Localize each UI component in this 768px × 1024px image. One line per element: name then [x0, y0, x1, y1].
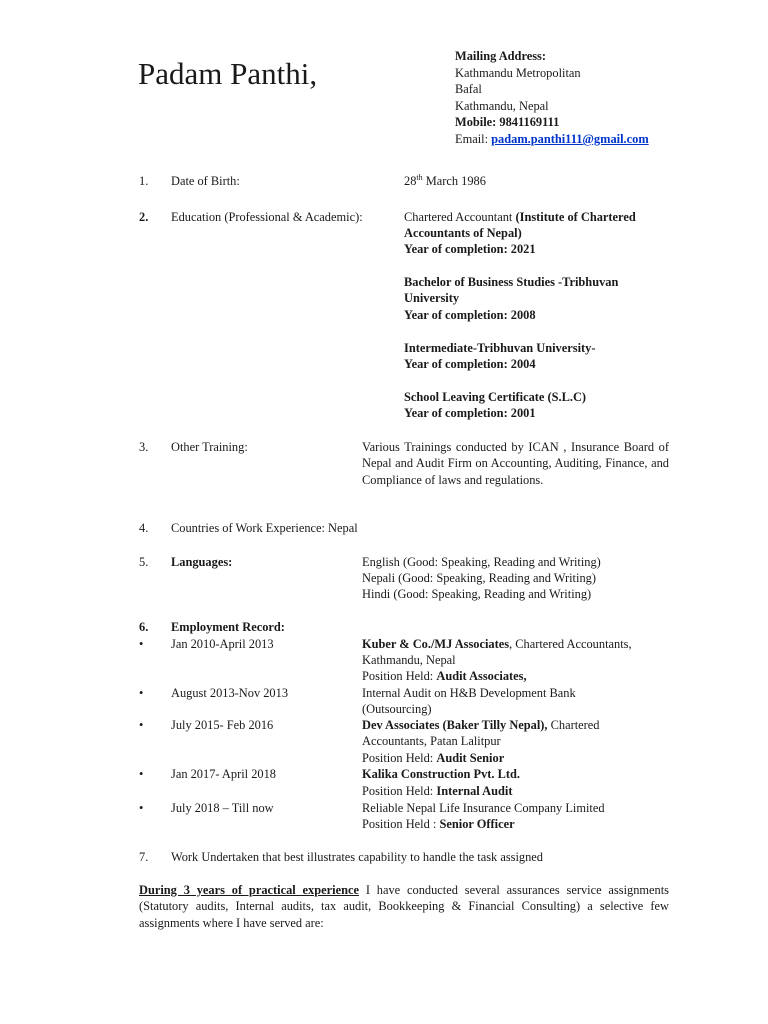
employment-line: Reliable Nepal Life Insurance Company Limited — [362, 801, 605, 815]
address-line: Kathmandu Metropolitan — [455, 65, 581, 80]
section-number: 7. — [139, 850, 149, 864]
work-text: Work Undertaken that best illustrates capability to handle the task assigned — [171, 850, 543, 864]
section-number: 1. — [139, 174, 149, 188]
section-number: 3. — [139, 440, 149, 454]
employment-firm-line: Kuber & Co./MJ Associates, Chartered Accountants, — [362, 637, 632, 651]
employment-position: Position Held: Audit Senior — [362, 751, 505, 765]
edu-bbs-line1: Bachelor of Business Studies -Tribhuvan — [404, 275, 619, 289]
candidate-name: Padam Panthi, — [138, 56, 318, 91]
address-line: Kathmandu, Nepal — [455, 98, 549, 113]
languages-label: Languages: — [171, 555, 233, 569]
employment-line: Accountants, Patan Lalitpur — [362, 734, 501, 748]
mailing-address-title: Mailing Address: — [455, 49, 546, 63]
employment-period: July 2015- Feb 2016 — [171, 718, 274, 732]
section-number: 4. — [139, 521, 149, 535]
edu-ca-line1: Chartered Accountant (Institute of Chartered — [404, 210, 636, 224]
bullet: • — [139, 637, 144, 651]
bullet: • — [139, 801, 144, 815]
employment-firm-line: Dev Associates (Baker Tilly Nepal), Chartered — [362, 718, 600, 732]
employment-position: Position Held: Internal Audit — [362, 784, 513, 798]
edu-int-line1: Intermediate-Tribhuvan University- — [404, 341, 596, 355]
address-line: Bafal — [455, 82, 482, 96]
experience-paragraph: During 3 years of practical experience I have conducted several assurances service assignments (Statutory audits, Internal audits, tax audit, Bookkeeping & Financial Consulting) a selective few assignments where I have served are: — [139, 883, 669, 930]
edu-int-year: Year of completion: 2004 — [404, 357, 536, 371]
countries-text: Countries of Work Experience: Nepal — [171, 521, 358, 535]
employment-line: (Outsourcing) — [362, 702, 432, 716]
employment-label: Employment Record: — [171, 620, 285, 634]
employment-position: Position Held : Senior Officer — [362, 817, 515, 831]
edu-bbs-line2: University — [404, 291, 460, 305]
edu-bbs-year: Year of completion: 2008 — [404, 308, 536, 322]
employment-period: Jan 2010-April 2013 — [171, 637, 274, 651]
experience-lead: During 3 years of practical experience — [139, 883, 359, 897]
employment-period: July 2018 – Till now — [171, 801, 274, 815]
employment-firm-line: Kalika Construction Pvt. Ltd. — [362, 767, 520, 781]
training-label: Other Training: — [171, 440, 248, 454]
employment-period: Jan 2017- April 2018 — [171, 767, 276, 781]
section-number: 6. — [139, 620, 149, 634]
edu-ca-line2: Accountants of Nepal) — [404, 226, 522, 240]
language-item: English (Good: Speaking, Reading and Writing) — [362, 555, 601, 569]
bullet: • — [139, 718, 144, 732]
employment-line: Internal Audit on H&B Development Bank — [362, 686, 576, 700]
language-item: Hindi (Good: Speaking, Reading and Writing) — [362, 587, 592, 601]
mobile-line: Mobile: 9841169111 — [455, 115, 560, 129]
employment-line: Kathmandu, Nepal — [362, 653, 456, 667]
dob-label: Date of Birth: — [171, 174, 240, 188]
email-link[interactable]: padam.panthi111@gmail.com — [491, 132, 649, 146]
bullet: • — [139, 767, 144, 781]
language-item: Nepali (Good: Speaking, Reading and Writing) — [362, 571, 596, 585]
section-number: 2. — [139, 210, 149, 224]
bullet: • — [139, 686, 144, 700]
edu-slc-year: Year of completion: 2001 — [404, 406, 536, 420]
edu-slc-line1: School Leaving Certificate (S.L.C) — [404, 390, 587, 404]
education-label: Education (Professional & Academic): — [171, 210, 363, 224]
training-text: Various Trainings conducted by ICAN , Insurance Board of Nepal and Audit Firm on Accounting, Auditing, Finance, and Compliance of laws and regulations. — [362, 440, 669, 487]
email-line: Email: padam.panthi111@gmail.com — [455, 132, 649, 146]
edu-ca-year: Year of completion: 2021 — [404, 242, 536, 256]
employment-position: Position Held: Audit Associates, — [362, 669, 527, 683]
employment-period: August 2013-Nov 2013 — [171, 686, 289, 700]
section-number: 5. — [139, 555, 149, 569]
dob-value: 28th March 1986 — [404, 172, 486, 188]
